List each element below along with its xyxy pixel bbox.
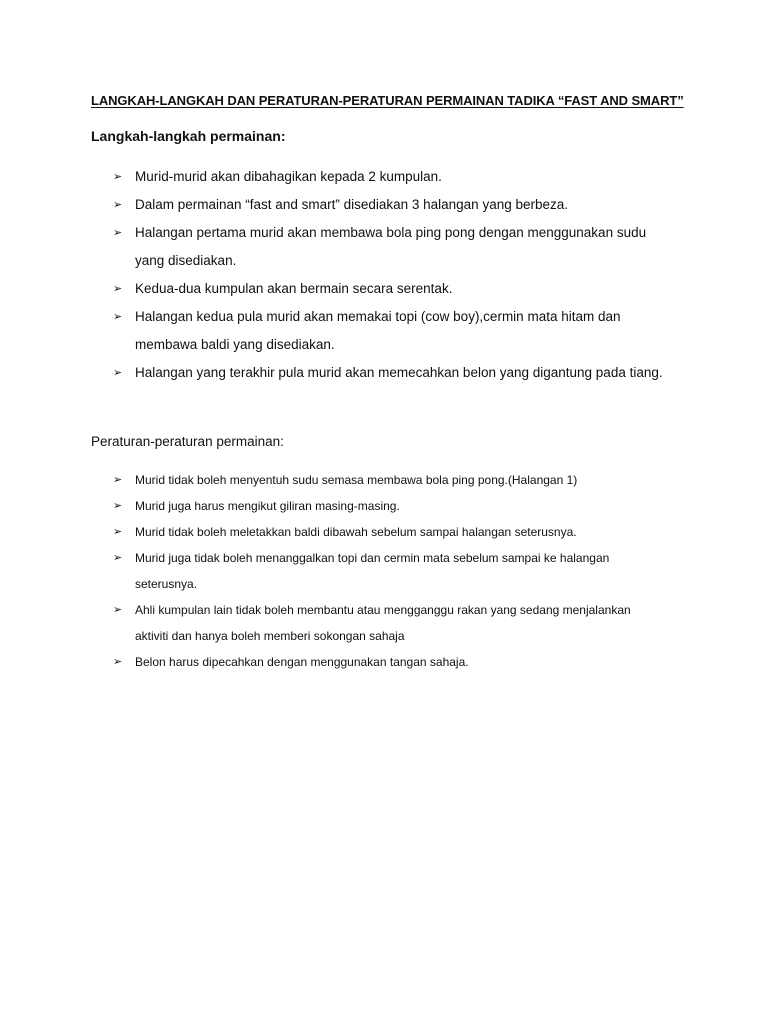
step-item xyxy=(113,303,663,359)
rule-item xyxy=(113,467,631,493)
arrowhead-bullet-icon: ➢ xyxy=(113,283,123,295)
step-item-text: yang disediakan. xyxy=(135,253,237,268)
step-item-text: membawa baldi yang disediakan. xyxy=(135,337,335,352)
arrowhead-bullet-icon: ➢ xyxy=(113,199,123,211)
step-item xyxy=(113,191,663,219)
rule-item xyxy=(113,519,631,545)
rule-item-text: Ahli kumpulan lain tidak boleh membantu atau mengganggu rakan yang sedang menjalankan xyxy=(135,603,631,617)
step-item-text: Dalam permainan “fast and smart” disediakan 3 halangan yang berbeza. xyxy=(135,197,569,212)
arrowhead-bullet-icon: ➢ xyxy=(113,227,123,239)
rules-list xyxy=(113,467,631,675)
arrowhead-bullet-icon: ➢ xyxy=(113,500,123,512)
rule-item-text: Murid juga harus mengikut giliran masing-masing. xyxy=(135,499,400,513)
arrowhead-bullet-icon: ➢ xyxy=(113,552,123,564)
step-item xyxy=(113,219,663,275)
rule-item xyxy=(113,597,631,649)
step-item xyxy=(113,275,663,303)
rule-item-text: aktiviti dan hanya boleh memberi sokongan sahaja xyxy=(135,629,405,643)
rule-item xyxy=(113,493,631,519)
step-item-text: Halangan yang terakhir pula murid akan memecahkan belon yang digantung pada tiang. xyxy=(135,365,663,380)
rule-item-text: Murid tidak boleh menyentuh sudu semasa membawa bola ping pong.(Halangan 1) xyxy=(135,473,578,487)
rule-item-text: Murid juga tidak boleh menanggalkan topi dan cermin mata sebelum sampai ke halangan xyxy=(135,551,610,565)
step-item-text: Murid-murid akan dibahagikan kepada 2 kumpulan. xyxy=(135,169,442,184)
step-item-text: Halangan kedua pula murid akan memakai topi (cow boy),cermin mata hitam dan xyxy=(135,309,621,324)
document-title: LANGKAH-LANGKAH DAN PERATURAN-PERATURAN PERMAINAN TADIKA “FAST AND SMART” xyxy=(91,93,684,108)
step-item xyxy=(113,163,663,191)
arrowhead-bullet-icon: ➢ xyxy=(113,526,123,538)
step-item xyxy=(113,359,663,387)
rules-heading: Peraturan-peraturan permainan: xyxy=(91,434,284,449)
arrowhead-bullet-icon: ➢ xyxy=(113,171,123,183)
rule-item-text: seterusnya. xyxy=(135,577,198,591)
rule-item-text: Murid tidak boleh meletakkan baldi dibawah sebelum sampai halangan seterusnya. xyxy=(135,525,577,539)
step-item-text: Halangan pertama murid akan membawa bola ping pong dengan menggunakan sudu xyxy=(135,225,647,240)
rule-item xyxy=(113,649,631,675)
arrowhead-bullet-icon: ➢ xyxy=(113,367,123,379)
steps-heading: Langkah-langkah permainan: xyxy=(91,128,286,144)
arrowhead-bullet-icon: ➢ xyxy=(113,474,123,486)
arrowhead-bullet-icon: ➢ xyxy=(113,311,123,323)
rule-item-text: Belon harus dipecahkan dengan menggunakan tangan sahaja. xyxy=(135,655,469,669)
rule-item xyxy=(113,545,631,597)
step-item-text: Kedua-dua kumpulan akan bermain secara serentak. xyxy=(135,281,453,296)
steps-list xyxy=(113,163,663,387)
arrowhead-bullet-icon: ➢ xyxy=(113,656,123,668)
arrowhead-bullet-icon: ➢ xyxy=(113,604,123,616)
